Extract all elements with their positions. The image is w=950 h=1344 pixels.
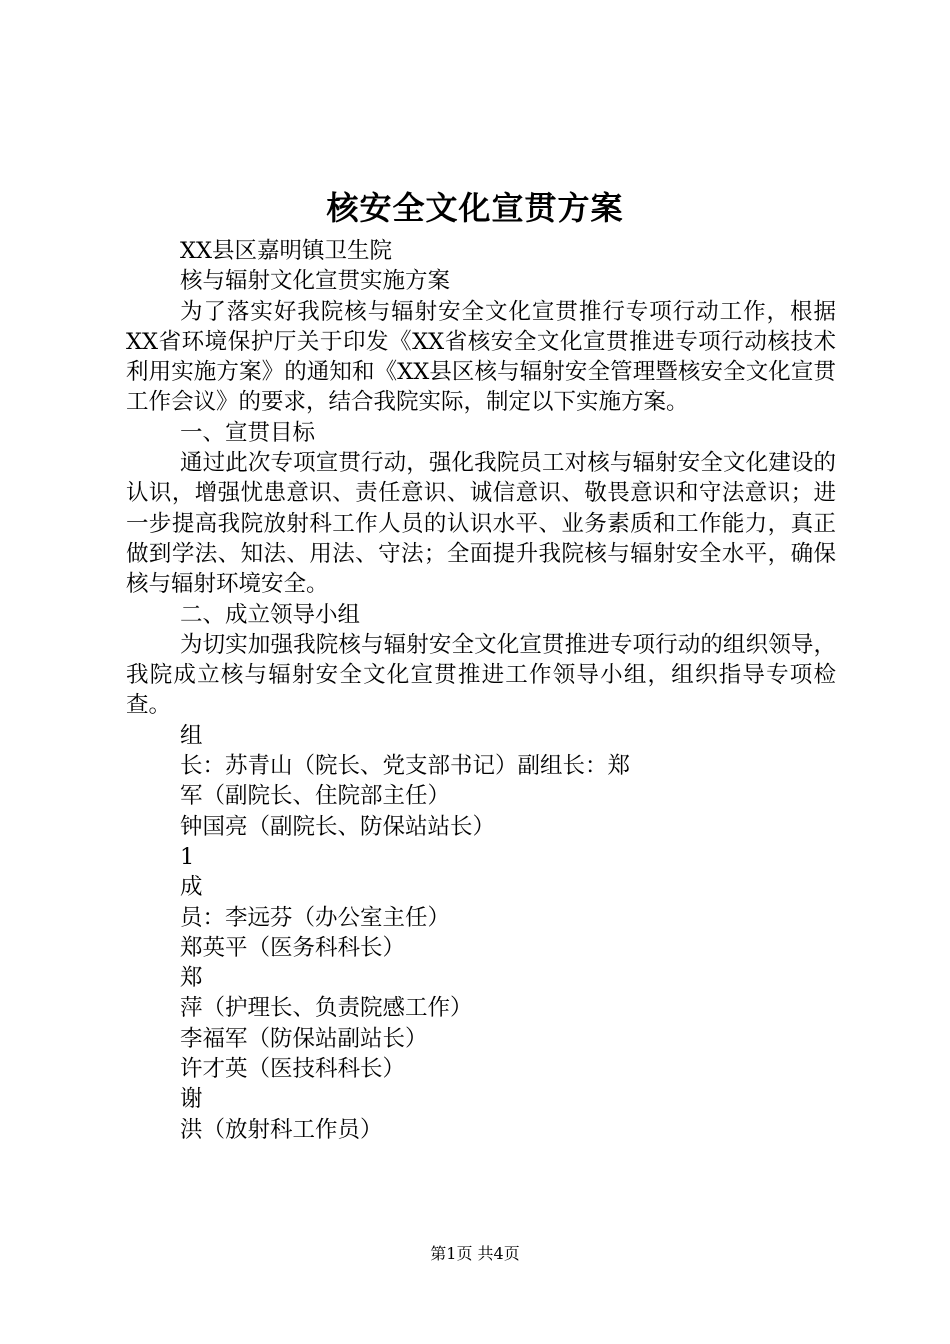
text-line: 李福军（防保站副站长） (180, 1025, 428, 1052)
text-line: XX县区嘉明镇卫生院 (180, 238, 393, 264)
paragraph: 为切实加强我院核与辐射安全文化宣贯推进专项行动的组织领导，我院成立核与辐射安全文化宣贯推进工作领导小组，组织指导专项检查。 (126, 631, 836, 719)
document-body (126, 236, 836, 1145)
text-line: 钟国亮（副院长、防保站站长） (180, 813, 496, 840)
text-line: 谢 (180, 1086, 203, 1113)
text-line: 员：李远芬（办公室主任） (180, 904, 451, 931)
text-line: 组 (180, 722, 203, 749)
section-heading: 一、宣贯目标 (180, 419, 316, 446)
text-line: 成 (180, 874, 203, 901)
text-line: 许才英（医技科科长） (180, 1056, 406, 1083)
text-line: 萍（护理长、负责院感工作） (180, 995, 473, 1022)
paragraph: 为了落实好我院核与辐射安全文化宣贯推行专项行动工作，根据XX省环境保护厅关于印发《XX省核安全文化宣贯推进专项行动核技术利用实施方案》的通知和《XX县区核与辐射安全管理暨核安全文化宣贯工作会议》的要求，结合我院实际，制定以下实施方案。 (126, 298, 836, 416)
section-heading: 二、成立领导小组 (180, 601, 361, 628)
text-line: 郑 (180, 965, 203, 992)
document-title: 核安全文化宣贯方案 (326, 189, 624, 227)
text-line: 长：苏青山（院长、党支部书记）副组长：郑 (180, 753, 631, 780)
page-indicator: 第1页 共4页 (430, 1244, 520, 1263)
text-line: 核与辐射文化宣贯实施方案 (180, 268, 451, 295)
text-line: 军（副院长、住院部主任） (180, 783, 451, 810)
text-line: 郑英平（医务科科长） (180, 934, 406, 961)
paragraph: 通过此次专项宣贯行动，强化我院员工对核与辐射安全文化建设的认识，增强忧患意识、责任意识、诚信意识、敬畏意识和守法意识；进一步提高我院放射科工作人员的认识水平、业务素质和工作能力，真正做到学法、知法、用法、守法；全面提升我院核与辐射安全水平，确保核与辐射环境安全。 (126, 450, 836, 598)
text-line: 1 (180, 843, 195, 870)
text-line: 洪（放射科工作员） (180, 1116, 383, 1143)
